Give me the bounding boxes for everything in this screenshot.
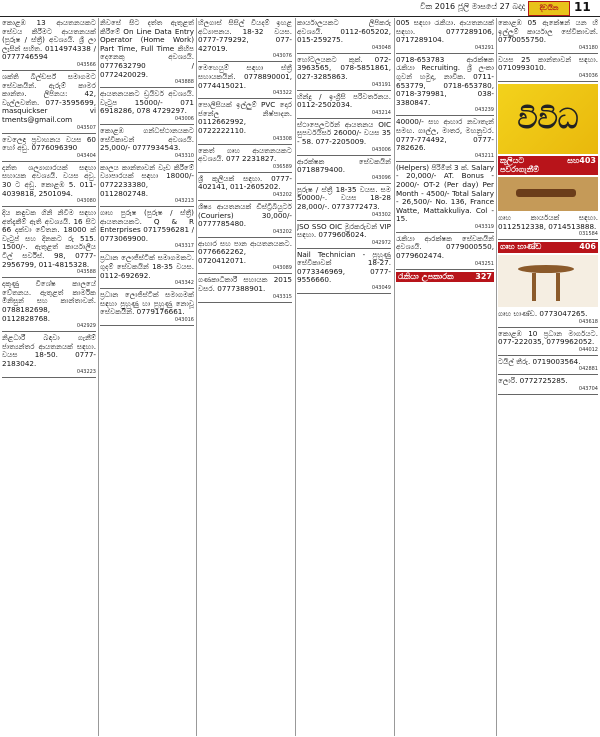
classified-ad [2, 333, 96, 377]
classified-ad [297, 222, 391, 249]
classified-ad [297, 250, 391, 294]
ad-text: JSO SSO OIC මුරකරුවන් VIP සඳහා. 0779606024. [297, 221, 391, 240]
section-number: 403 [579, 155, 596, 165]
section-header-employment [396, 272, 494, 283]
ad-number: 043016 [174, 317, 194, 324]
classified-ad [498, 213, 598, 240]
page-header [0, 0, 600, 17]
ad-number: 043180 [578, 44, 598, 51]
ad-number: 043319 [474, 223, 494, 230]
ad-number: 036589 [272, 163, 292, 170]
column-5-ads [396, 18, 494, 270]
ad-number: 042881 [578, 366, 598, 373]
column-divider [196, 18, 197, 736]
ad-number: 043076 [272, 53, 292, 60]
ad-text: 005 සඳහා රැකියා. ආයතනයක් සඳහා. 0777289106, 0717289104. [396, 18, 494, 45]
section-number: 327 [475, 271, 492, 281]
classified-ad [2, 208, 96, 278]
column-divider [394, 18, 395, 736]
ad-number: 043080 [76, 198, 96, 205]
ad-text: ප්‍රධාන ලොජිස්ටික් සමාගමකට. ගුදම් සේවකයින් 18-35 වයස. 0112-692692. [100, 253, 194, 280]
ad-number: 043888 [174, 79, 194, 86]
ad-text: කොළඹ 05 ඇකේෂන් යන හි ඉල්ලුම් කාර්යාල සේවිකාවන්. 0770055750. [498, 18, 598, 45]
ad-text: කාර්යාලයකට ලිපිකරු අවශ්‍යයි. 0112-605202, 015-259275. [297, 18, 391, 45]
ad-number: 043191 [371, 81, 391, 88]
ad-number: 043089 [272, 265, 292, 272]
page-number: 11 [574, 0, 591, 14]
ad-text: වයස 25 කාන්තාවන් සඳහා. 0710993010. [498, 54, 598, 73]
classified-ad [198, 63, 292, 99]
column-6-ads-mid [498, 213, 598, 240]
ad-number: 043310 [174, 152, 194, 159]
ad-text: 40000/- සහ ආහාර නවාතැන් සමඟ. ගාල්ල, මාතර, මහනුවර. 0777-774492, 0777-782626. [396, 117, 494, 153]
ad-text: ස්ථාපෙලර්ටන් ආයතනය OIC සුපර්වයිසර් 26000/- වයස 35 - 58. 077-2205009. [297, 119, 391, 146]
column-divider [98, 18, 99, 736]
classified-ad [396, 117, 494, 161]
classified-ad [100, 163, 194, 207]
ad-number: 043239 [474, 107, 494, 114]
ad-number: 043404 [76, 152, 96, 159]
ad-text: දන්ත ශල්‍යාගාරයක් සඳහා සහායක අවශ්‍යයි. වයස අවු. 30 ට අඩු. කොළඹ 5. 011-4039818, 2501094. [2, 162, 96, 198]
classified-ad [100, 253, 194, 289]
classified-ad [396, 55, 494, 117]
table-leg-shape [532, 273, 536, 301]
classified-ad [198, 174, 292, 201]
ad-text: ගෘහ කාර්යයක් සඳහා. 0112512338, 0714513888. [498, 213, 598, 231]
classified-ad [100, 126, 194, 162]
ad-text: ශක්ති බිල්ඩර්ස් සමාගමට සේවකයින්. ඇරුම් කාමර කාන්තා. ලිපිනය: 42, වැල්ලවත්ත. 077-3595699, masquickser vi tments@gmail.com [2, 71, 96, 124]
ad-text: රැකියා ආරක්ෂක සේවකයින් අවශ්‍යයි. 0779000550, 0779602474. [396, 233, 494, 261]
tool-shape [516, 189, 576, 197]
ad-text: (Helpers) පිරිමින් 3 ක්. Salary - 20,000/- AT. Bonus - 2000/- OT-2 (Per day) Per Month - 4500/- Total Salary - 26,500/- No. 136, France Watte, Mattakkuliya. Col - 15. [396, 162, 494, 224]
vivida-banner [498, 84, 598, 154]
classified-ad [396, 163, 494, 233]
ad-text: පොලිසියක් ඉල්ලුම් PVC දොර ජනේල නිෂ්පාදන. 0112662992, 0722222110. [198, 100, 292, 135]
section-label: කුලියට සහ පවරාගැනීම් [500, 155, 580, 174]
ad-text: හින්දු / ඉංග්‍රීසි පරිවර්තනය. 0112-2502034. [297, 91, 391, 110]
classified-ad [297, 185, 391, 221]
section-header-furniture [498, 242, 598, 253]
ad-text: නිළධාරී බඳවා ගැනීම් ජාත්‍යන්තර ආයතනයක් සඳහා. වයස 18-50. 0777-2183042. [2, 333, 96, 368]
ad-number: 043213 [174, 198, 194, 205]
ad-text: වෙලෙඳ ප්‍රවාහනය වයස 60 හෝ අඩු. 0776096390 [2, 134, 96, 153]
ad-number: 043588 [76, 269, 96, 276]
section-number: 406 [579, 242, 596, 252]
ad-number: 043202 [272, 191, 292, 198]
ad-text: ආරක්ෂක සේවකයින් 0718879400. [297, 156, 391, 175]
column-2 [100, 18, 194, 736]
ad-number: 042972 [371, 239, 391, 246]
ad-number: 042929 [76, 323, 96, 330]
ad-number: 043006 [371, 146, 391, 153]
classified-ad [198, 100, 292, 144]
ad-number: 043317 [174, 243, 194, 250]
column-6-ads-top [498, 18, 598, 82]
ad-number: 043202 [272, 228, 292, 235]
column-divider [295, 18, 296, 736]
classified-ad [198, 239, 292, 275]
newspaper-logo: දිවයින [528, 1, 570, 16]
table-top-shape [518, 265, 574, 273]
ad-text: ප්‍රධාන ලොජිස්ටික් සමාගමක් සඳහා පුහුණු හා පුහුණු නොවූ සේවකයින්. 0779176661. [100, 290, 194, 317]
ad-text: පුරුෂ / ස්ත්‍රී 18-35 වයස. සම 50000/-. වයස 18-28 28,000/-. 0773772473. [297, 184, 391, 211]
classified-ad [297, 157, 391, 184]
classified-ad [100, 89, 194, 125]
ad-number: 043214 [371, 109, 391, 116]
classified-ad [2, 135, 96, 162]
ad-text: ලොරි. 0772725285. [498, 376, 568, 386]
classified-ad [498, 329, 598, 356]
ad-text: දිය කඳුවක ගිනි නිවීම සඳහා අත්දැකීම් ඇති අවශ්‍යයි. 16 සිට 66 දක්වා වේතන. 18000 ක් වැටුප් සහ දිනකට රු 515. 1500/-. ඇතුළත් කාර්යාලීය ටීල් සර්විස්. 98, 0777-2956799, 011-4815328. [2, 208, 96, 269]
ad-text: හිලගාස් සිසිල් වියදම් ඉහළ අධ්‍යාපනය. 18-32 වයස. 0777-779292, 077-427019. [198, 18, 292, 53]
tool-image [498, 177, 598, 211]
column-6 [498, 18, 598, 736]
section-label: ගෘහ භාණ්ඩ [500, 242, 542, 252]
classified-ad [2, 279, 96, 332]
ad-number: 031584 [578, 231, 598, 238]
classified-ad [2, 18, 96, 71]
ad-text: ශ්‍රී කුලියක් සඳහා. 0777-402141, 011-2605202. [198, 173, 292, 192]
ad-number: 043566 [76, 61, 96, 68]
column-4 [297, 18, 391, 736]
classified-ad [198, 18, 292, 62]
column-1 [2, 18, 96, 736]
ad-text: කෙත් ගෘහ ආයතනයකට අවශ්‍යයි. 077 2231827. [198, 145, 292, 164]
classified-ad [498, 357, 598, 376]
classified-ad [297, 55, 391, 91]
ad-text: Nail Technician - පුහුණු සේවිකාවක් 18-27. 0773346969, 0777-9556660. [297, 249, 391, 285]
classified-ad [297, 92, 391, 119]
table-leg-shape [556, 273, 560, 301]
ad-number: 043096 [371, 174, 391, 181]
header-date: වික 2016 ජූලි මාසයේ 27 බදාදා [420, 2, 526, 11]
ad-text: ආහාර සහ පාන ආයතනයකට. 0776662262, 0720412071. [198, 238, 292, 265]
ad-text: මෙහෙයුම් සඳහා ස්ත්‍රී සහායකයින්. 0778890001, 0774415021. [198, 63, 292, 90]
section-header-rent [498, 156, 598, 175]
ad-number: 043507 [76, 124, 96, 131]
classified-ad [498, 18, 598, 54]
classified-ad [396, 234, 494, 270]
ad-number: 043302 [371, 211, 391, 218]
classified-ad [297, 120, 391, 156]
classified-ad [100, 208, 194, 252]
ad-text: ගෘහ පුරුෂ (පුරුෂ / ස්ත්‍රී) ආයතනයකට. Q & R Enterprises 0717596281 / 0773069900. [100, 208, 194, 243]
ad-number: 043048 [371, 44, 391, 51]
classified-ad [498, 376, 598, 395]
ad-text: ගණකාධිකාරී සහායක 2015 වසර. 0777388901. [198, 275, 292, 294]
ad-text: කොළඹ 10 ප්‍රධාන මාර්ගයට. 077-222035, 0779962052. [498, 328, 598, 347]
ad-number: 043315 [272, 293, 292, 300]
ad-number: 043251 [474, 260, 494, 267]
classified-ad [396, 18, 494, 54]
classified-ad [198, 146, 292, 173]
ad-text: 0718-653783 ආරක්ෂක රැකියා Recruiting. ශ්‍රී ලංකා ගුවන් හමුදා, නාවික. 0711-653779, 0718-653780, 0718-379981, 038-3380847. [396, 54, 494, 107]
classified-ad [498, 55, 598, 82]
ad-text: ටයිල් තීරු. 0719003564. [498, 356, 581, 366]
ad-number: 043308 [272, 135, 292, 142]
classified-ad [2, 163, 96, 207]
ad-number: 043049 [371, 285, 391, 292]
ad-text: ආයතනයකට ඩ්‍රයිවර් අවශ්‍යයි. වැටුප 15000/- 071 6918286, 078 4729297. [100, 89, 194, 116]
ad-number: 043291 [474, 44, 494, 51]
ad-text: දකුණු විශේෂ කාලයේ වේතනය. ඇතුළත් කාර්මික මිනිසුන් සහ කාන්තාවන්. 0788182698, 0112828768. [2, 279, 96, 323]
classified-ad [100, 290, 194, 326]
classified-ad [297, 18, 391, 54]
vivida-title: විවිධ [517, 101, 579, 135]
ad-number: 043704 [578, 385, 598, 392]
ad-text: නිවසේ සිට දත්ත ඇතුළත් කිරීමේ On Line Data Entry Operator (Home Work) Part Time, Full Time කිහිප දෙනෙකු අවශ්‍යයි. 0777632790 / 0772420029. [100, 18, 194, 79]
ad-number: 043036 [578, 72, 598, 79]
ad-text: කොළඹ ගන්ධස්ථානයකට සේවිකාවන් අවශ්‍යයි. 25,000/- 0777934543. [100, 125, 194, 153]
column-divider [496, 18, 497, 736]
column-3 [198, 18, 292, 736]
classified-ad [198, 275, 292, 302]
ad-number: 043322 [272, 90, 292, 97]
classified-ad [198, 202, 292, 238]
ad-number: 043223 [76, 368, 96, 375]
furniture-image [498, 255, 598, 307]
ad-number: 043618 [578, 318, 598, 325]
ad-number: 043211 [474, 152, 494, 159]
ad-text: හෝටලයකට කුක්. 072-3963565, 078-5851861, 027-3285863. [297, 54, 391, 81]
column-5 [396, 18, 494, 736]
classified-ad [498, 309, 598, 328]
ad-text: ගෘහ භාණ්ඩ. 0773047265. [498, 308, 588, 318]
ad-number: 043342 [174, 280, 194, 287]
ad-text: කාලය කාන්තාවන් වැඩ කිරීමේ ව්‍යාපාරයක් සඳහා 18000/- 0772233380, 0112802748. [100, 162, 194, 198]
ad-number: 043006 [174, 115, 194, 122]
classified-ad [2, 72, 96, 134]
ad-number: 044012 [578, 346, 598, 353]
section-label: රැකියා උපකාරක [398, 271, 454, 281]
column-6-ads-bottom [498, 309, 598, 395]
ad-text: ශිෂ්‍ය ආයතනයක් ඩිස්ට්‍රිබියුටර් (Couriers) 30,000/- 0777785480. [198, 201, 292, 229]
classified-ad [100, 18, 194, 88]
ad-text: කොළඹ 13 ආයතනයකට සේවය කිරීමට ආයතනයක් (පුරුෂ / ස්ත්‍රී) අවශ්‍යයි. ශ්‍රී ලා ලැසින් සහිත. 0114974338 / 0777746594 [2, 18, 96, 62]
